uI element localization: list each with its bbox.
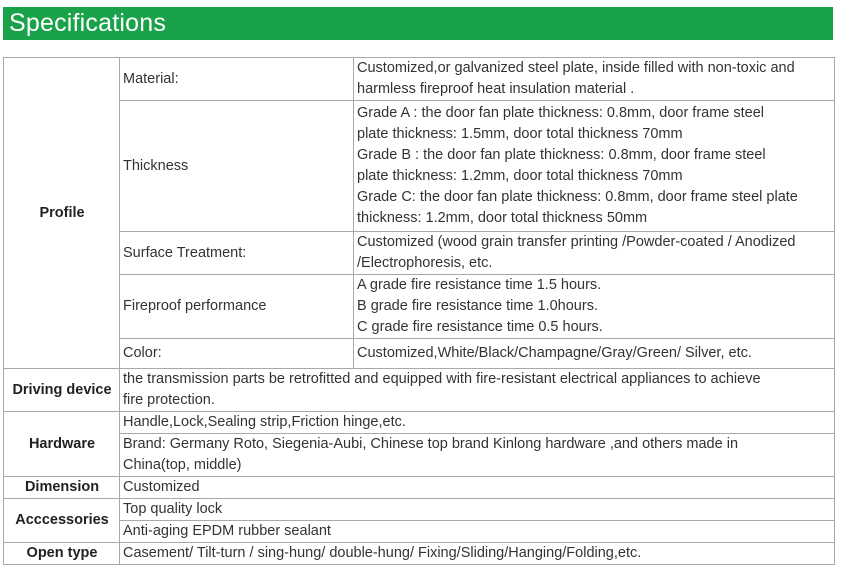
- value-line: plate thickness: 1.2mm, door total thickness 70mm: [357, 168, 683, 184]
- table-row-fireproof: [4, 275, 835, 339]
- value-accessories-1: [120, 499, 835, 521]
- value-line: the transmission parts be retrofitted and equipped with fire-resistant electrical appliances to achieve: [123, 371, 761, 387]
- specifications-table: [3, 57, 835, 565]
- value-material: [354, 58, 835, 101]
- value-line: Customized (wood grain transfer printing /Powder-coated / Anodized: [357, 234, 796, 250]
- value-hardware-1: [120, 412, 835, 434]
- label-color: Color:: [120, 339, 354, 369]
- label-surface-treatment: Surface Treatment:: [120, 232, 354, 275]
- value-hardware-2: [120, 434, 835, 477]
- value-line: A grade fire resistance time 1.5 hours.: [357, 277, 602, 293]
- value-surface-treatment: [354, 232, 835, 275]
- page-title: Specifications: [3, 7, 833, 40]
- value-line: thickness: 1.2mm, door total thickness 50mm: [357, 210, 648, 226]
- table-row-material: [4, 58, 835, 101]
- value-driving-device: [120, 369, 835, 412]
- value-line: Brand: Germany Roto, Siegenia-Aubi, Chinese top brand Kinlong hardware ,and others made in: [123, 436, 739, 452]
- value-line: Grade A : the door fan plate thickness: 0.8mm, door frame steel: [357, 105, 765, 121]
- value-open-type: [120, 543, 835, 565]
- value-line: plate thickness: 1.5mm, door total thickness 70mm: [357, 126, 683, 142]
- table-row-hardware-2: [4, 434, 835, 477]
- value-line: Anti-aging EPDM rubber sealant: [123, 523, 331, 539]
- category-hardware: Hardware: [4, 412, 120, 477]
- value-line: C grade fire resistance time 0.5 hours.: [357, 319, 603, 335]
- value-line: /Electrophoresis, etc.: [357, 255, 493, 271]
- value-line: Customized,or galvanized steel plate, inside filled with non-toxic and: [357, 60, 795, 76]
- value-color: [354, 339, 835, 369]
- label-material: Material:: [120, 58, 354, 101]
- table-row-accessories-2: [4, 521, 835, 543]
- value-line: Top quality lock: [123, 501, 223, 517]
- value-line: Customized: [123, 479, 200, 495]
- category-dimension: Dimension: [4, 477, 120, 499]
- category-profile: Profile: [4, 58, 120, 369]
- value-line: Grade B : the door fan plate thickness: 0.8mm, door frame steel: [357, 147, 766, 163]
- label-fireproof: Fireproof performance: [120, 275, 354, 339]
- category-driving-device: Driving device: [4, 369, 120, 412]
- category-open-type: Open type: [4, 543, 120, 565]
- category-accessories: Acccessories: [4, 499, 120, 543]
- table-row-thickness: [4, 101, 835, 232]
- value-line: harmless fireproof heat insulation material .: [357, 81, 635, 97]
- table-row-hardware-1: [4, 412, 835, 434]
- value-thickness: [354, 101, 835, 232]
- value-line: Handle,Lock,Sealing strip,Friction hinge,etc.: [123, 414, 406, 430]
- table-row-dimension: [4, 477, 835, 499]
- value-line: China(top, middle): [123, 457, 242, 473]
- value-line: fire protection.: [123, 392, 215, 408]
- value-line: Grade C: the door fan plate thickness: 0.8mm, door frame steel plate: [357, 189, 798, 205]
- table-row-surface-treatment: [4, 232, 835, 275]
- table-row-accessories-1: [4, 499, 835, 521]
- value-accessories-2: [120, 521, 835, 543]
- value-line: Casement/ Tilt-turn / sing-hung/ double-hung/ Fixing/Sliding/Hanging/Folding,etc.: [123, 545, 642, 561]
- value-line: B grade fire resistance time 1.0hours.: [357, 298, 598, 314]
- table-row-open-type: [4, 543, 835, 565]
- value-fireproof: [354, 275, 835, 339]
- value-dimension: [120, 477, 835, 499]
- table-row-color: [4, 339, 835, 369]
- label-thickness: Thickness: [120, 101, 354, 232]
- value-line: Customized,White/Black/Champagne/Gray/Green/ Silver, etc.: [357, 345, 752, 361]
- table-row-driving-device: [4, 369, 835, 412]
